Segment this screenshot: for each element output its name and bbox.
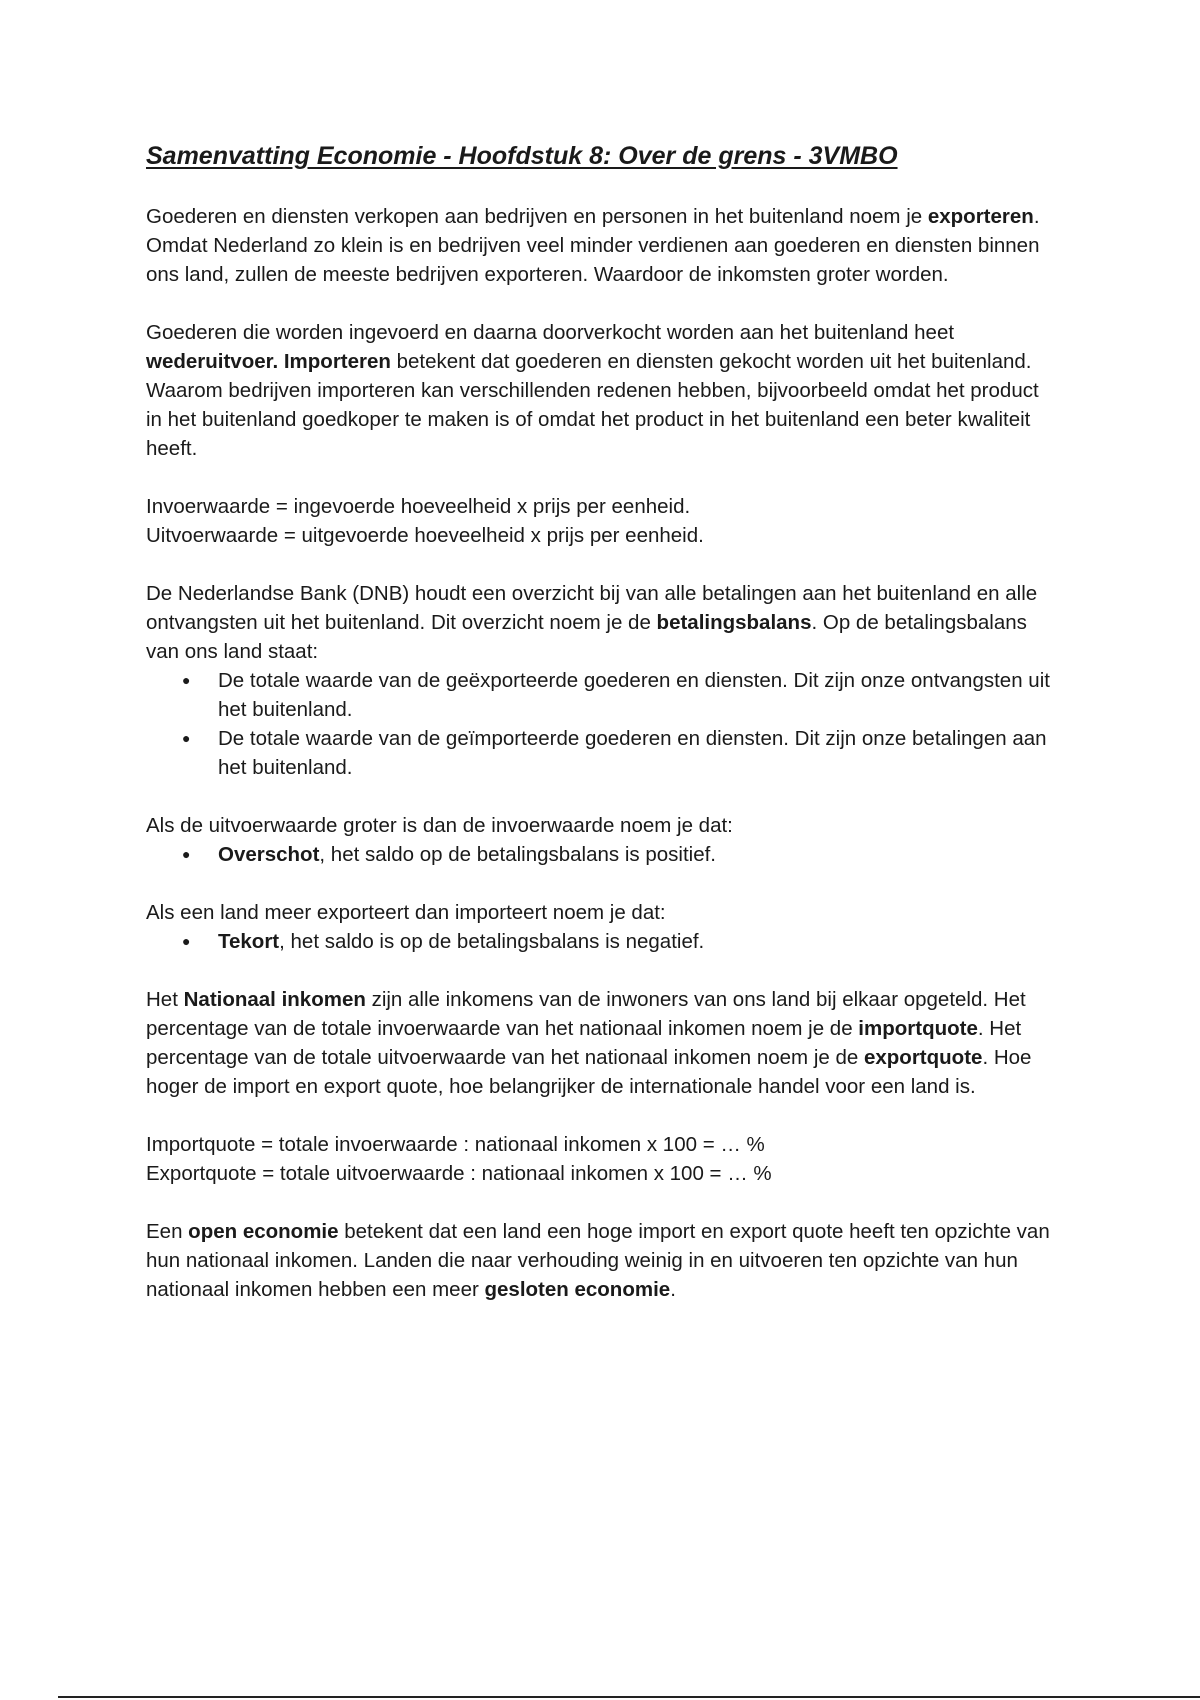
formula-invoerwaarde: Invoerwaarde = ingevoerde hoeveelheid x prijs per eenheid. [146, 495, 691, 518]
list-item: ● De totale waarde van de geëxporteerde goederen en diensten. Dit zijn onze ontvangsten uit het buitenland. [218, 666, 1056, 724]
text: zijn alle inkomens van de inwoners van ons land bij elkaar opgeteld. Het percentage van de totale invoerwaarde van het nationaal inkomen noem je de [146, 988, 1026, 1040]
betalingsbalans-list [146, 666, 1056, 782]
term-gesloten-economie: gesloten economie [484, 1278, 671, 1301]
text: Goederen die worden ingevoerd en daarna doorverkocht worden aan het buitenland heet [146, 321, 955, 344]
text: Goederen en diensten verkopen aan bedrijven en personen in het buitenland noem je [146, 205, 928, 228]
text: . Hoe hoger de import en export quote, hoe belangrijker de internationale handel voor een land is. [146, 1046, 1032, 1098]
paragraph-open-economie [146, 1217, 1056, 1304]
formula-importquote: Importquote = totale invoerwaarde : nationaal inkomen x 100 = … % [146, 1133, 765, 1156]
text: betekent dat een land een hoge import en export quote heeft ten opzichte van hun nationaal inkomen. Landen die naar verhouding weinig in en uitvoeren ten opzichte van hun nationaal inkomen hebben een meer [146, 1220, 1050, 1301]
document-page [146, 140, 1056, 1333]
list-item [218, 927, 1056, 956]
overschot-list [146, 840, 1056, 869]
text: . [670, 1278, 676, 1301]
page-bottom-divider [58, 1696, 1200, 1698]
term-exportquote: exportquote [863, 1046, 983, 1069]
text: Het [146, 988, 184, 1011]
text: De Nederlandse Bank (DNB) houdt een overzicht bij van alle betalingen aan het buitenland en alle ontvangsten uit het buitenland. Dit overzicht noem je de [146, 582, 1038, 634]
text: , het saldo is op de betalingsbalans is negatief. [279, 930, 705, 953]
list-item [218, 840, 1056, 869]
term-exporteren: exporteren [927, 205, 1034, 228]
paragraph-betalingsbalans [146, 579, 1056, 666]
page-title: Samenvatting Economie - Hoofdstuk 8: Over de grens - 3VMBO [146, 142, 898, 170]
term-tekort: Tekort [218, 930, 280, 953]
text: Een [146, 1220, 189, 1243]
list-item: ● De totale waarde van de geïmporteerde goederen en diensten. Dit zijn onze betalingen aan het buitenland. [218, 724, 1056, 782]
paragraph-exporteren [146, 202, 1056, 289]
term-wederuitvoer-importeren: wederuitvoer. Importeren [146, 350, 391, 373]
text: . Op de betalingsbalans van ons land staat: [146, 611, 1027, 663]
formula-uitvoerwaarde: Uitvoerwaarde = uitgevoerde hoeveelheid x prijs per eenheid. [146, 524, 704, 547]
text: . Omdat Nederland zo klein is en bedrijven veel minder verdienen aan goederen en diensten binnen ons land, zullen de meeste bedrijven exporteren. Waardoor de inkomsten groter worden. [146, 205, 1040, 286]
term-open-economie: open economie [188, 1220, 339, 1243]
paragraph-importeren [146, 318, 1056, 463]
formulas-quote [146, 1130, 1056, 1188]
term-nationaal-inkomen: Nationaal inkomen [183, 988, 366, 1011]
formulas-waarde [146, 492, 1056, 550]
term-overschot: Overschot [218, 843, 320, 866]
paragraph-tekort-intro: Als een land meer exporteert dan importeert noem je dat: [146, 901, 666, 924]
text: . Het percentage van de totale uitvoerwaarde van het nationaal inkomen noem je de [146, 1017, 1022, 1069]
paragraph-nationaal-inkomen [146, 985, 1056, 1101]
formula-exportquote: Exportquote = totale uitvoerwaarde : nationaal inkomen x 100 = … % [146, 1162, 772, 1185]
term-importquote: importquote [858, 1017, 978, 1040]
text: betekent dat goederen en diensten gekocht worden uit het buitenland. Waarom bedrijven importeren kan verschillenden redenen hebben, bijvoorbeeld omdat het product in het buitenland goedkoper te maken is of omdat het product in het buitenland een beter kwaliteit heeft. [146, 350, 1039, 460]
tekort-list [146, 927, 1056, 956]
paragraph-overschot-intro: Als de uitvoerwaarde groter is dan de invoerwaarde noem je dat: [146, 814, 733, 837]
text: , het saldo op de betalingsbalans is positief. [319, 843, 717, 866]
term-betalingsbalans: betalingsbalans [656, 611, 812, 634]
